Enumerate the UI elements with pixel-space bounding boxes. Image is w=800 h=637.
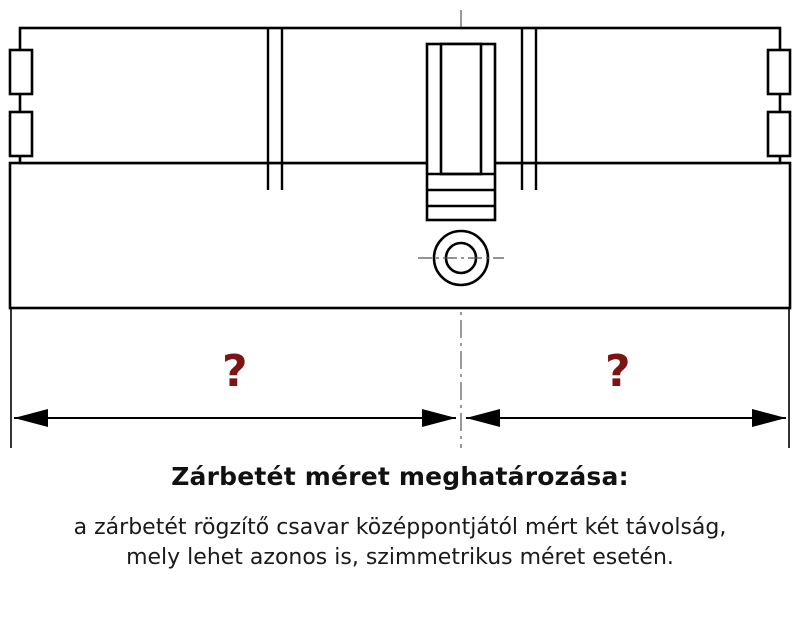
extension-lines	[11, 308, 789, 448]
cam-block	[427, 44, 495, 220]
left-dimension-question-mark: ?	[222, 346, 248, 397]
caption-block	[0, 462, 800, 572]
cylinder-body	[10, 28, 790, 308]
caption-title: Zárbetét méret meghatározása:	[171, 462, 629, 491]
caption-line-2: mely lehet azonos is, szimmetrikus méret esetén.	[126, 544, 674, 570]
caption-body	[0, 491, 800, 572]
caption-line-1: a zárbetét rögzítő csavar középpontjától mért két távolság,	[73, 515, 727, 540]
right-dimension-question-mark: ?	[605, 346, 631, 397]
